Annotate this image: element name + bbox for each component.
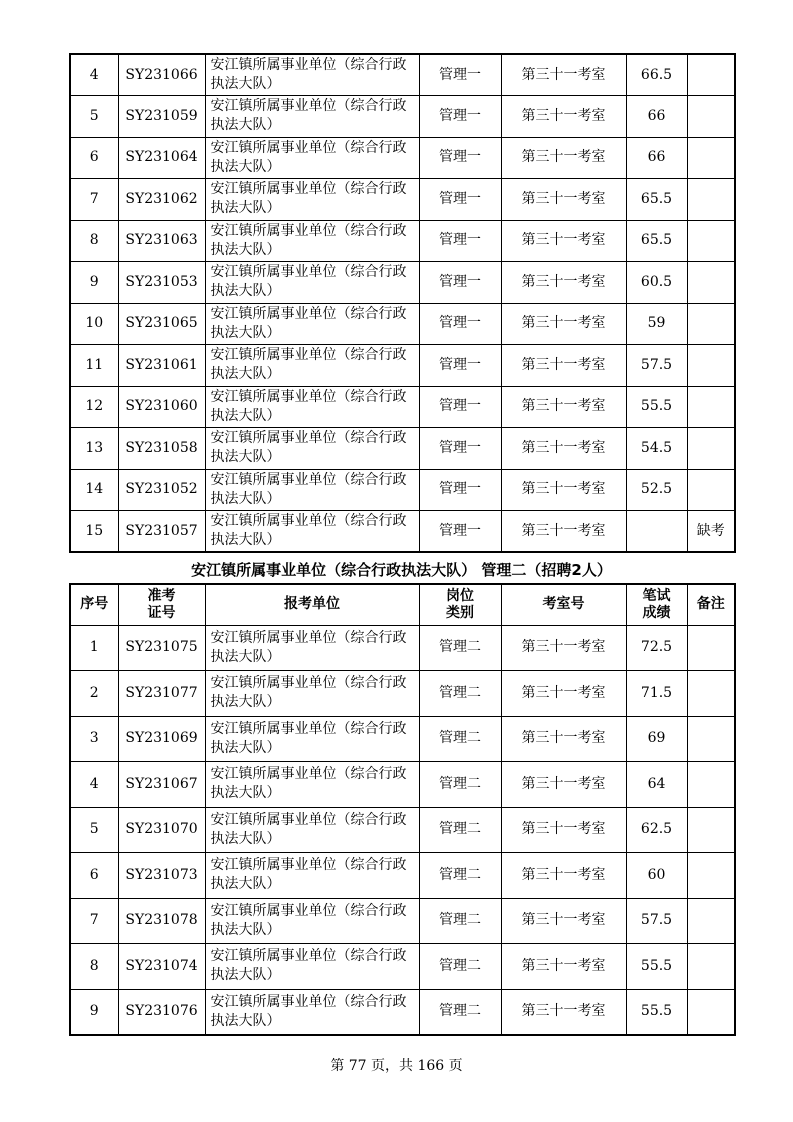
- table-body: [70, 54, 735, 552]
- cell-room: 第三十一考室: [501, 807, 626, 853]
- cell-unit: 安江镇所属事业单位（综合行政执法大队）: [205, 137, 419, 179]
- cell-note: 缺考: [687, 511, 735, 553]
- cell-ticket-number: SY231060: [118, 386, 205, 428]
- page-number: 第 77 页，共 166 页: [330, 1058, 463, 1074]
- cell-seq: 15: [70, 511, 118, 553]
- cell-seq: 9: [70, 989, 118, 1035]
- cell-seq: 4: [70, 762, 118, 808]
- cell-note: [687, 762, 735, 808]
- cell-score: 60.5: [626, 262, 687, 304]
- cell-score: 65.5: [626, 220, 687, 262]
- cell-room: 第三十一考室: [501, 386, 626, 428]
- cell-score: 52.5: [626, 469, 687, 511]
- cell-post: 管理二: [419, 853, 501, 899]
- cell-seq: 14: [70, 469, 118, 511]
- table-row: [70, 303, 735, 345]
- cell-ticket-number: SY231058: [118, 428, 205, 470]
- cell-score: [626, 511, 687, 553]
- cell-ticket-number: SY231064: [118, 137, 205, 179]
- cell-seq: 8: [70, 220, 118, 262]
- cell-post: 管理二: [419, 625, 501, 671]
- cell-room: 第三十一考室: [501, 898, 626, 944]
- cell-seq: 8: [70, 944, 118, 990]
- table-row: [70, 386, 735, 428]
- cell-post: 管理二: [419, 762, 501, 808]
- cell-note: [687, 386, 735, 428]
- cell-note: [687, 671, 735, 717]
- cell-unit: 安江镇所属事业单位（综合行政执法大队）: [205, 807, 419, 853]
- cell-post: 管理二: [419, 989, 501, 1035]
- cell-seq: 2: [70, 671, 118, 717]
- cell-unit: 安江镇所属事业单位（综合行政执法大队）: [205, 625, 419, 671]
- table-row: [70, 54, 735, 96]
- cell-post: 管理一: [419, 220, 501, 262]
- cell-note: [687, 179, 735, 221]
- cell-ticket-number: SY231059: [118, 96, 205, 138]
- cell-unit: 安江镇所属事业单位（综合行政执法大队）: [205, 428, 419, 470]
- cell-ticket-number: SY231066: [118, 54, 205, 96]
- header-unit: 报考单位: [205, 584, 419, 625]
- cell-ticket-number: SY231067: [118, 762, 205, 808]
- table-row: [70, 96, 735, 138]
- header-seq: 序号: [70, 584, 118, 625]
- table-row: [70, 671, 735, 717]
- cell-unit: 安江镇所属事业单位（综合行政执法大队）: [205, 762, 419, 808]
- cell-seq: 11: [70, 345, 118, 387]
- table-row: [70, 428, 735, 470]
- header-score: 笔试 成绩: [626, 584, 687, 625]
- cell-unit: 安江镇所属事业单位（综合行政执法大队）: [205, 716, 419, 762]
- table-row: [70, 944, 735, 990]
- cell-note: [687, 428, 735, 470]
- cell-room: 第三十一考室: [501, 989, 626, 1035]
- cell-ticket-number: SY231070: [118, 807, 205, 853]
- cell-seq: 12: [70, 386, 118, 428]
- cell-note: [687, 54, 735, 96]
- cell-room: 第三十一考室: [501, 511, 626, 553]
- cell-note: [687, 625, 735, 671]
- cell-post: 管理二: [419, 898, 501, 944]
- cell-room: 第三十一考室: [501, 625, 626, 671]
- cell-score: 66: [626, 96, 687, 138]
- cell-note: [687, 96, 735, 138]
- cell-note: [687, 137, 735, 179]
- cell-ticket-number: SY231061: [118, 345, 205, 387]
- cell-score: 66.5: [626, 54, 687, 96]
- cell-ticket-number: SY231052: [118, 469, 205, 511]
- cell-score: 54.5: [626, 428, 687, 470]
- table-row: [70, 345, 735, 387]
- cell-unit: 安江镇所属事业单位（综合行政执法大队）: [205, 671, 419, 717]
- table-row: [70, 220, 735, 262]
- cell-score: 59: [626, 303, 687, 345]
- cell-seq: 13: [70, 428, 118, 470]
- cell-unit: 安江镇所属事业单位（综合行政执法大队）: [205, 944, 419, 990]
- cell-post: 管理二: [419, 671, 501, 717]
- table-row: [70, 807, 735, 853]
- table-row: [70, 762, 735, 808]
- table-row: [70, 853, 735, 899]
- cell-room: 第三十一考室: [501, 137, 626, 179]
- cell-post: 管理一: [419, 428, 501, 470]
- cell-note: [687, 469, 735, 511]
- cell-unit: 安江镇所属事业单位（综合行政执法大队）: [205, 511, 419, 553]
- results-table-management-1: [69, 53, 736, 553]
- cell-ticket-number: SY231057: [118, 511, 205, 553]
- cell-post: 管理一: [419, 262, 501, 304]
- cell-note: [687, 262, 735, 304]
- cell-seq: 4: [70, 54, 118, 96]
- cell-ticket-number: SY231053: [118, 262, 205, 304]
- cell-note: [687, 807, 735, 853]
- cell-room: 第三十一考室: [501, 303, 626, 345]
- cell-room: 第三十一考室: [501, 179, 626, 221]
- cell-ticket-number: SY231076: [118, 989, 205, 1035]
- cell-unit: 安江镇所属事业单位（综合行政执法大队）: [205, 262, 419, 304]
- cell-room: 第三十一考室: [501, 853, 626, 899]
- cell-ticket-number: SY231073: [118, 853, 205, 899]
- table-row: [70, 511, 735, 553]
- cell-score: 72.5: [626, 625, 687, 671]
- cell-unit: 安江镇所属事业单位（综合行政执法大队）: [205, 386, 419, 428]
- cell-seq: 3: [70, 716, 118, 762]
- cell-room: 第三十一考室: [501, 220, 626, 262]
- header-note: 备注: [687, 584, 735, 625]
- table-row: [70, 989, 735, 1035]
- cell-score: 60: [626, 853, 687, 899]
- cell-seq: 5: [70, 96, 118, 138]
- header-ticket: 准考 证号: [118, 584, 205, 625]
- cell-note: [687, 944, 735, 990]
- cell-note: [687, 898, 735, 944]
- cell-score: 55.5: [626, 989, 687, 1035]
- cell-score: 57.5: [626, 345, 687, 387]
- cell-post: 管理一: [419, 386, 501, 428]
- cell-room: 第三十一考室: [501, 262, 626, 304]
- table-row: [70, 898, 735, 944]
- cell-seq: 7: [70, 179, 118, 221]
- cell-score: 71.5: [626, 671, 687, 717]
- section-title: 安江镇所属事业单位（综合行政执法大队） 管理二（招聘2人）: [191, 561, 612, 579]
- cell-unit: 安江镇所属事业单位（综合行政执法大队）: [205, 303, 419, 345]
- cell-post: 管理一: [419, 303, 501, 345]
- cell-seq: 6: [70, 137, 118, 179]
- cell-seq: 10: [70, 303, 118, 345]
- cell-ticket-number: SY231078: [118, 898, 205, 944]
- cell-score: 57.5: [626, 898, 687, 944]
- cell-post: 管理一: [419, 96, 501, 138]
- cell-room: 第三十一考室: [501, 428, 626, 470]
- cell-room: 第三十一考室: [501, 96, 626, 138]
- cell-note: [687, 220, 735, 262]
- cell-room: 第三十一考室: [501, 762, 626, 808]
- cell-unit: 安江镇所属事业单位（综合行政执法大队）: [205, 345, 419, 387]
- cell-unit: 安江镇所属事业单位（综合行政执法大队）: [205, 96, 419, 138]
- cell-post: 管理二: [419, 944, 501, 990]
- cell-note: [687, 989, 735, 1035]
- cell-note: [687, 345, 735, 387]
- cell-score: 55.5: [626, 386, 687, 428]
- cell-seq: 7: [70, 898, 118, 944]
- table-row: [70, 469, 735, 511]
- cell-seq: 1: [70, 625, 118, 671]
- cell-ticket-number: SY231075: [118, 625, 205, 671]
- cell-unit: 安江镇所属事业单位（综合行政执法大队）: [205, 853, 419, 899]
- cell-score: 69: [626, 716, 687, 762]
- cell-ticket-number: SY231065: [118, 303, 205, 345]
- cell-note: [687, 303, 735, 345]
- table-row: [70, 137, 735, 179]
- cell-note: [687, 853, 735, 899]
- cell-room: 第三十一考室: [501, 469, 626, 511]
- cell-ticket-number: SY231077: [118, 671, 205, 717]
- cell-seq: 6: [70, 853, 118, 899]
- cell-post: 管理一: [419, 179, 501, 221]
- cell-room: 第三十一考室: [501, 671, 626, 717]
- cell-unit: 安江镇所属事业单位（综合行政执法大队）: [205, 469, 419, 511]
- cell-unit: 安江镇所属事业单位（综合行政执法大队）: [205, 179, 419, 221]
- cell-seq: 9: [70, 262, 118, 304]
- results-table-management-2: [69, 583, 736, 1036]
- table-body: [70, 625, 735, 1035]
- cell-seq: 5: [70, 807, 118, 853]
- table-row: [70, 179, 735, 221]
- cell-note: [687, 716, 735, 762]
- table-row: [70, 262, 735, 304]
- cell-score: 66: [626, 137, 687, 179]
- cell-unit: 安江镇所属事业单位（综合行政执法大队）: [205, 220, 419, 262]
- cell-post: 管理一: [419, 511, 501, 553]
- cell-unit: 安江镇所属事业单位（综合行政执法大队）: [205, 989, 419, 1035]
- table-row: [70, 716, 735, 762]
- cell-post: 管理一: [419, 469, 501, 511]
- header-post: 岗位 类别: [419, 584, 501, 625]
- cell-unit: 安江镇所属事业单位（综合行政执法大队）: [205, 54, 419, 96]
- cell-post: 管理二: [419, 716, 501, 762]
- cell-score: 62.5: [626, 807, 687, 853]
- cell-ticket-number: SY231074: [118, 944, 205, 990]
- cell-post: 管理二: [419, 807, 501, 853]
- cell-post: 管理一: [419, 137, 501, 179]
- cell-score: 64: [626, 762, 687, 808]
- cell-room: 第三十一考室: [501, 54, 626, 96]
- cell-score: 65.5: [626, 179, 687, 221]
- cell-ticket-number: SY231069: [118, 716, 205, 762]
- cell-unit: 安江镇所属事业单位（综合行政执法大队）: [205, 898, 419, 944]
- header-room: 考室号: [501, 584, 626, 625]
- cell-score: 55.5: [626, 944, 687, 990]
- cell-room: 第三十一考室: [501, 716, 626, 762]
- cell-room: 第三十一考室: [501, 345, 626, 387]
- cell-post: 管理一: [419, 345, 501, 387]
- cell-ticket-number: SY231063: [118, 220, 205, 262]
- cell-ticket-number: SY231062: [118, 179, 205, 221]
- table-header: [70, 584, 735, 625]
- cell-post: 管理一: [419, 54, 501, 96]
- cell-room: 第三十一考室: [501, 944, 626, 990]
- table-row: [70, 625, 735, 671]
